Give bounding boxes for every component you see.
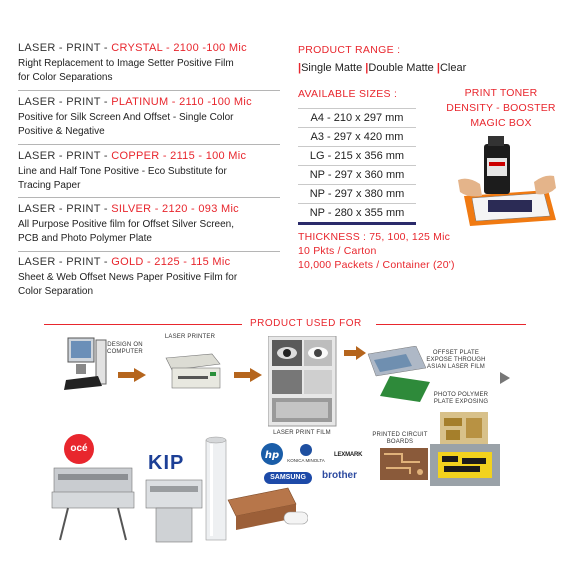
product-prefix: LASER - PRINT - xyxy=(18,96,108,108)
range-item: Double Matte xyxy=(368,62,434,74)
offset-plate-image xyxy=(360,346,434,408)
product-prefix: LASER - PRINT - xyxy=(18,150,108,162)
arrow-icon xyxy=(498,372,510,384)
size-row: NP - 297 x 380 mm xyxy=(298,185,416,204)
desc-line: Positive for Silk Screen And Offset - Single Color xyxy=(18,112,234,123)
polymer-label: PHOTO POLYMER PLATE EXPOSING xyxy=(433,392,489,405)
product-heading xyxy=(18,150,280,162)
size-row: A3 - 297 x 420 mm xyxy=(298,128,416,147)
toner-bottle-image xyxy=(458,136,558,228)
desc-line: Right Replacement to Image Setter Positive Film xyxy=(18,58,234,69)
product-heading xyxy=(18,256,280,268)
thickness-text: THICKNESS : 75, 100, 125 Mic xyxy=(298,231,451,243)
divider-line-right xyxy=(376,324,526,325)
product-name: COPPER - 2115 - 100 Mic xyxy=(111,150,247,162)
toner-line: DENSITY - BOOSTER xyxy=(446,102,556,114)
range-item: Clear xyxy=(439,62,467,74)
plotter-kip-image xyxy=(142,478,206,544)
separator: | xyxy=(298,62,302,74)
product-desc xyxy=(18,111,280,139)
divider xyxy=(18,144,280,145)
product-prefix: LASER - PRINT - xyxy=(18,203,108,215)
hp-text: hp xyxy=(264,450,280,461)
arrow-icon xyxy=(234,368,262,382)
product-name: SILVER - 2120 - 093 Mic xyxy=(111,203,239,215)
divider xyxy=(18,197,280,198)
size-row: LG - 215 x 356 mm xyxy=(298,147,416,166)
product-crystal xyxy=(18,42,280,85)
desc-line: Tracing Paper xyxy=(18,180,81,191)
product-copper xyxy=(18,150,280,193)
size-row: A4 - 210 x 297 mm xyxy=(298,108,416,128)
product-heading xyxy=(18,42,280,54)
packets-text: 10,000 Packets / Container (20') xyxy=(298,259,455,271)
pcb-label: PRINTED CIRCUIT BOARDS xyxy=(372,432,428,445)
size-row: NP - 280 x 355 mm xyxy=(298,204,416,225)
product-desc xyxy=(18,218,280,246)
separator: | xyxy=(365,62,369,74)
specs xyxy=(298,230,455,272)
product-prefix: LASER - PRINT - xyxy=(18,42,108,54)
samsung-logo: SAMSUNG xyxy=(264,472,312,484)
range-item: Single Matte xyxy=(301,62,363,74)
separator: | xyxy=(436,62,440,74)
konica-logo xyxy=(286,444,326,463)
desc-line: Line and Half Tone Positive - Eco Substitute for xyxy=(18,166,227,177)
product-desc xyxy=(18,271,280,299)
desc-line: for Color Separations xyxy=(18,72,113,83)
divider xyxy=(18,90,280,91)
arrow-icon xyxy=(118,368,146,382)
film-roll-box-image xyxy=(224,482,308,532)
product-platinum xyxy=(18,96,280,139)
pcb-image xyxy=(380,448,428,480)
desc-line: All Purpose Positive film for Offset Silver Screen, xyxy=(18,219,235,230)
konica-text: KONICA MINOLTA xyxy=(287,458,325,463)
product-name: PLATINUM - 2110 -100 Mic xyxy=(111,96,252,108)
divider xyxy=(18,251,280,252)
product-range-title: PRODUCT RANGE : xyxy=(298,44,401,56)
plotter-oce-image xyxy=(48,462,140,544)
desc-line: Sheet & Web Offset News Paper Positive Film for xyxy=(18,272,238,283)
oce-logo: océ xyxy=(64,434,94,464)
film-image xyxy=(268,336,338,428)
product-heading xyxy=(18,203,280,215)
sizes-title: AVAILABLE SIZES : xyxy=(298,88,398,100)
pkts-text: 10 Pkts / Carton xyxy=(298,245,377,257)
printer-label: LASER PRINTER xyxy=(164,334,216,340)
product-desc xyxy=(18,57,280,85)
sizes-table xyxy=(298,108,416,225)
product-name: GOLD - 2125 - 115 Mic xyxy=(111,256,231,268)
desc-line: Positive & Negative xyxy=(18,126,105,137)
polymer-plate-image xyxy=(440,412,488,446)
polymer-sheet-image xyxy=(430,444,500,486)
design-label: DESIGN ON COMPUTER xyxy=(107,342,143,355)
hp-logo xyxy=(260,442,284,466)
desc-line: Color Separation xyxy=(18,286,94,297)
printer-image xyxy=(160,346,222,392)
lexmark-logo: LEXMARK xyxy=(334,452,363,458)
toner-line: PRINT TONER xyxy=(464,87,538,99)
offset-label: OFFSET PLATE EXPOSE THROUGH ASIAN LASER FILM xyxy=(426,350,486,370)
toner-title xyxy=(436,86,566,131)
kip-logo: KIP xyxy=(148,452,185,474)
product-name: CRYSTAL - 2100 -100 Mic xyxy=(111,42,247,54)
size-row: NP - 297 x 360 mm xyxy=(298,166,416,185)
brother-logo: brother xyxy=(322,470,357,481)
product-gold xyxy=(18,256,280,299)
desc-line: PCB and Photo Polymer Plate xyxy=(18,233,152,244)
product-prefix: LASER - PRINT - xyxy=(18,256,108,268)
product-range-list xyxy=(298,62,466,74)
film-label: LASER PRINT FILM xyxy=(273,430,331,436)
toner-line: MAGIC BOX xyxy=(470,117,532,129)
konica-mark-icon xyxy=(300,444,312,456)
used-for-title: PRODUCT USED FOR xyxy=(250,318,362,329)
product-silver xyxy=(18,203,280,246)
divider-line-left xyxy=(44,324,242,325)
product-desc xyxy=(18,165,280,193)
product-heading xyxy=(18,96,280,108)
